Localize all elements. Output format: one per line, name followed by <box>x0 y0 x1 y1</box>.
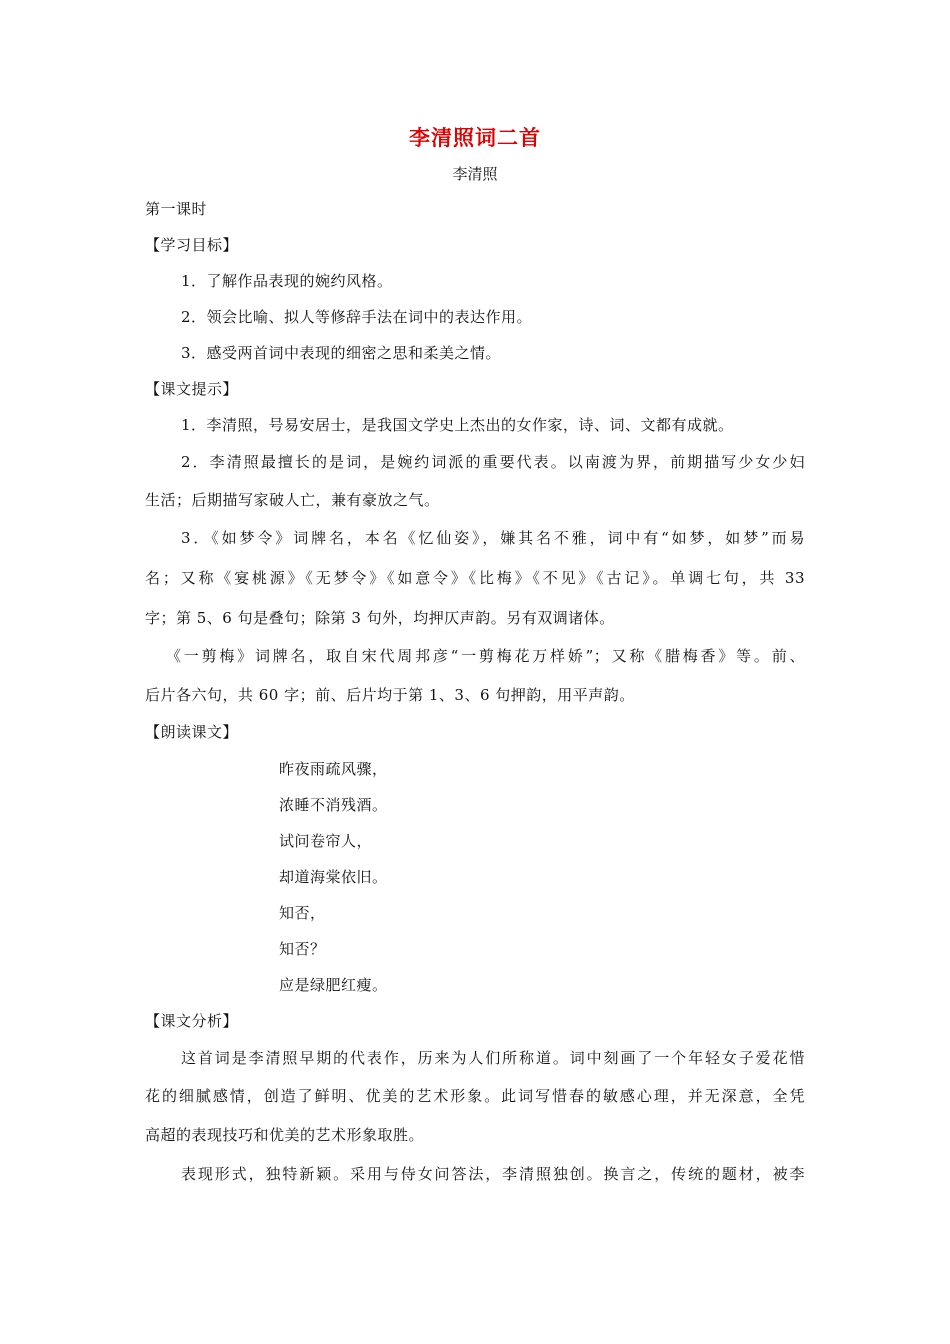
hints-heading: 【课文提示】 <box>145 380 239 398</box>
analysis-paragraph-1-line-1: 这首词是李清照早期的代表作，历来为人们所称道。词中刻画了一个年轻女子爱花惜 <box>181 1049 805 1067</box>
hint-paragraph-4-line-2: 后片各六句，共 60 字；前、后片均于第 1、3、6 句押韵，用平声韵。 <box>145 686 635 704</box>
hint-paragraph-3-line-2: 名；又称《宴桃源》《无梦令》《如意令》《比梅》《不见》《古记》。单调七句，共 33 <box>145 569 805 587</box>
page-title: 李清照词二首 <box>409 126 541 150</box>
poem-line: 浓睡不消残酒。 <box>279 796 388 814</box>
goal-item: 2．领会比喻、拟人等修辞手法在词中的表达作用。 <box>181 308 533 326</box>
hint-paragraph-2-line-2: 生活；后期描写家破人亡，兼有豪放之气。 <box>145 491 440 509</box>
poem-line: 却道海棠依旧。 <box>279 868 388 886</box>
hint-paragraph-2-line-1: 2．李清照最擅长的是词，是婉约词派的重要代表。以南渡为界，前期描写少女少妇 <box>181 453 805 471</box>
reading-heading: 【朗读课文】 <box>145 723 239 741</box>
hint-paragraph-3-line-3: 字；第 5、6 句是叠句；除第 3 句外，均押仄声韵。另有双调诸体。 <box>145 609 615 627</box>
analysis-heading: 【课文分析】 <box>145 1012 239 1030</box>
analysis-paragraph-1-line-2: 花的细腻感情，创造了鲜明、优美的艺术形象。此词写惜春的敏感心理，并无深意，全凭 <box>145 1087 805 1105</box>
goal-item: 3．感受两首词中表现的细密之思和柔美之情。 <box>181 344 502 362</box>
author-name: 李清照 <box>452 165 498 183</box>
goal-item: 1．了解作品表现的婉约风格。 <box>181 272 393 290</box>
poem-line: 知否？ <box>279 940 326 958</box>
analysis-paragraph-1-line-3: 高超的表现技巧和优美的艺术形象取胜。 <box>145 1126 425 1144</box>
hint-paragraph-1: 1．李清照，号易安居士，是我国文学史上杰出的女作家，诗、词、文都有成就。 <box>181 416 734 434</box>
poem-line: 试问卷帘人， <box>279 832 373 850</box>
hint-paragraph-4-line-1: 《一剪梅》词牌名，取自宋代周邦彦“一剪梅花万样娇”；又称《腊梅香》等。前、 <box>166 647 805 665</box>
hint-paragraph-3-line-1: 3．《如梦令》词牌名，本名《忆仙姿》，嫌其名不雅，词中有“如梦，如梦”而易 <box>181 529 805 547</box>
poem-line: 昨夜雨疏风骤， <box>279 760 388 778</box>
lesson-label: 第一课时 <box>145 200 208 218</box>
goals-heading: 【学习目标】 <box>145 236 239 254</box>
poem-line: 知否， <box>279 904 326 922</box>
analysis-paragraph-2-line-1: 表现形式，独特新颖。采用与侍女问答法，李清照独创。换言之，传统的题材，被李 <box>181 1165 805 1183</box>
poem-line: 应是绿肥红瘦。 <box>279 976 388 994</box>
